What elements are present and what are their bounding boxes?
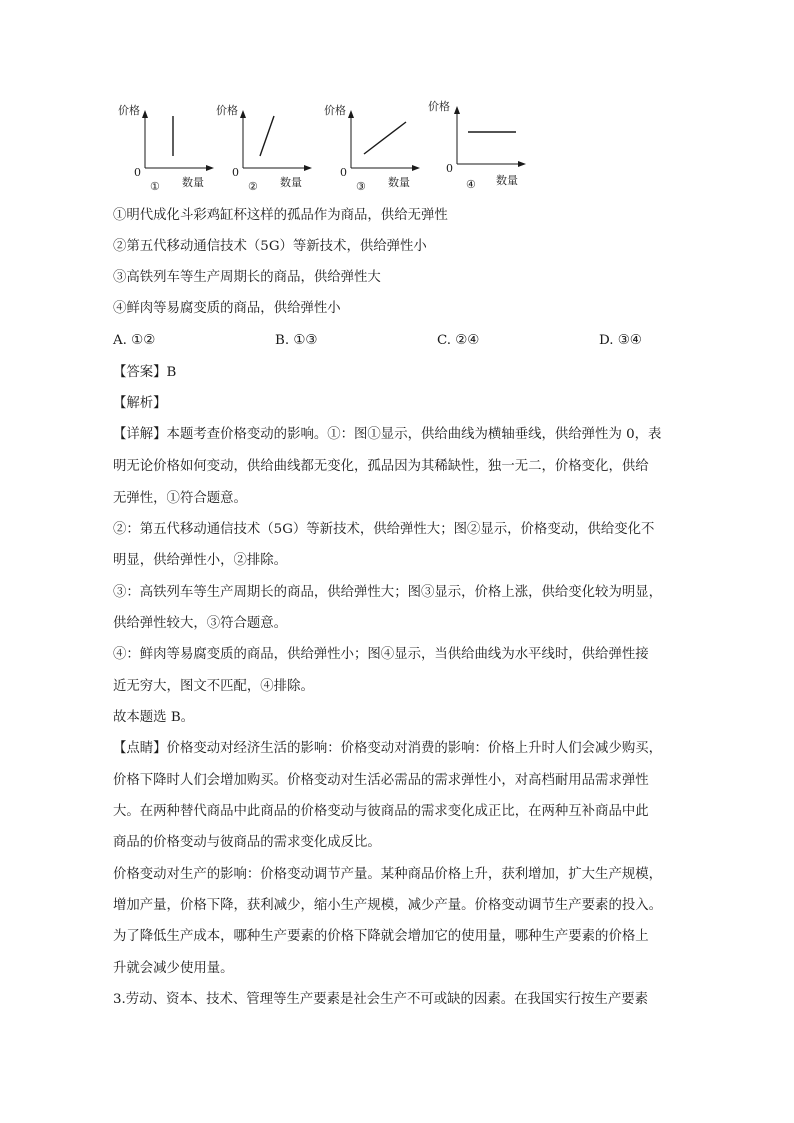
body-line-7: 供给弹性较大，③符合题意。 — [113, 616, 288, 631]
body-line-12: 价格下降时人们会增加购买。价格变动对生活必需品的需求弹性小，对高档耐用品需求弹性 — [113, 773, 649, 788]
graph-1-origin: 0 — [134, 166, 141, 179]
graph-3-origin: 0 — [340, 166, 347, 179]
body-line-11: 【点睛】价格变动对经济生活的影响：价格变动对消费的影响：价格上升时人们会减少购买， — [113, 741, 663, 756]
body-line-1: 【详解】本题考查价格变动的影响。①：图①显示，供给曲线为横轴垂线，供给弹性为 0，表 — [113, 427, 662, 442]
body-line-14: 商品的价格变动与彼商品的需求变化成反比。 — [113, 835, 381, 850]
option-b: B. ①③ — [275, 333, 318, 348]
graph-4-origin: 0 — [446, 162, 453, 175]
body-line-17: 为了降低生产成本，哪种生产要素的价格下降就会增加它的使用量，哪种生产要素的价格上 — [113, 929, 649, 944]
graph-4-x-label: 数量 — [496, 174, 518, 187]
graph-3-x-arrow — [412, 165, 420, 171]
statement-1: ①明代成化斗彩鸡缸杯这样的孤品作为商品，供给无弹性 — [113, 208, 448, 223]
graph-3-svg — [316, 96, 426, 196]
body-line-18: 升就会减少使用量。 — [113, 961, 234, 976]
graph-2-number: ② — [248, 180, 258, 193]
body-line-2: 明无论价格如何变动，供给曲线都无变化，孤品因为其稀缺性，独一无二，价格变化，供给 — [113, 459, 649, 474]
graph-3-number: ③ — [356, 180, 366, 193]
graph-3-y-label: 价格 — [324, 104, 346, 117]
graph-1-number: ① — [150, 180, 160, 193]
graph-2-x-arrow — [304, 165, 312, 171]
graph-4-number: ④ — [466, 178, 476, 191]
body-line-15: 价格变动对生产的影响：价格变动调节产量。某种商品价格上升，获利增加，扩大生产规模， — [113, 867, 663, 882]
graph-3-y-arrow — [348, 110, 354, 118]
graph-1-svg — [110, 96, 220, 196]
graph-4-x-arrow — [518, 161, 526, 167]
graph-4 — [424, 96, 534, 196]
graph-1-y-label: 价格 — [118, 104, 140, 117]
body-line-10: 故本题选 B。 — [113, 710, 195, 725]
graph-4-y-arrow — [454, 106, 460, 114]
body-line-6: ③：高铁列车等生产周期长的商品，供给弹性大；图③显示，价格上涨，供给变化较为明显， — [113, 585, 663, 600]
body-line-9: 近无穷大，图文不匹配，④排除。 — [113, 679, 314, 694]
body-line-3: 无弹性，①符合题意。 — [113, 491, 247, 506]
graph-3 — [316, 96, 426, 196]
body-line-4: ②：第五代移动通信技术（5G）等新技术，供给弹性大；图②显示，价格变动，供给变化不 — [113, 522, 655, 537]
statement-2: ②第五代移动通信技术（5G）等新技术，供给弹性小 — [113, 239, 427, 254]
graph-1 — [110, 96, 220, 196]
graph-2 — [208, 96, 318, 196]
option-c: C. ②④ — [437, 333, 480, 348]
graph-1-x-label: 数量 — [182, 176, 204, 189]
graph-2-y-arrow — [240, 110, 246, 118]
graph-2-origin: 0 — [232, 166, 239, 179]
graph-4-svg — [424, 96, 534, 196]
body-line-8: ④：鲜肉等易腐变质的商品，供给弹性小；图④显示，当供给曲线为水平线时，供给弹性接 — [113, 647, 649, 662]
body-line-13: 大。在两种替代商品中此商品的价格变动与彼商品的需求变化成正比，在两种互补商品中此 — [113, 804, 649, 819]
option-a: A. ①② — [113, 333, 156, 348]
option-d: D. ③④ — [599, 333, 642, 348]
graph-2-y-label: 价格 — [216, 104, 238, 117]
statement-3: ③高铁列车等生产周期长的商品，供给弹性大 — [113, 270, 381, 285]
answer-line: 【答案】B — [113, 365, 177, 380]
supply-graphs — [110, 96, 530, 196]
graph-4-y-label: 价格 — [428, 100, 450, 113]
graph-1-y-arrow — [142, 110, 148, 118]
body-line-16: 增加产量，价格下降，获利减少，缩小生产规模，减少产量。价格变动调节生产要素的投入。 — [113, 898, 663, 913]
graph-2-x-label: 数量 — [280, 176, 302, 189]
body-line-19: 3.劳动、资本、技术、管理等生产要素是社会生产不可或缺的因素。在我国实行按生产要素 — [113, 992, 649, 1007]
graph-2-svg — [208, 96, 318, 196]
statement-4: ④鲜肉等易腐变质的商品，供给弹性小 — [113, 301, 341, 316]
analysis-heading: 【解析】 — [113, 396, 167, 411]
graph-3-x-label: 数量 — [388, 176, 410, 189]
graph-2-supply-curve — [260, 116, 274, 156]
body-line-5: 明显，供给弹性小，②排除。 — [113, 553, 288, 568]
graph-3-supply-curve — [364, 122, 406, 154]
